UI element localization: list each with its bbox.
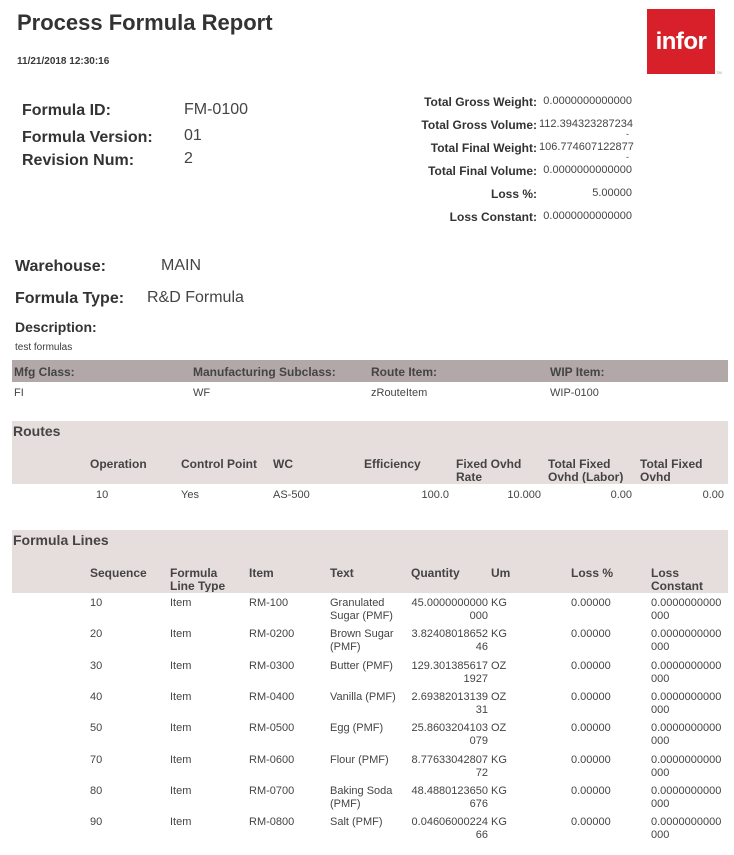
formula-line-cell: Item	[170, 753, 192, 766]
class-value: WIP-0100	[550, 387, 599, 399]
routes-header: Total Fixed Ovhd	[640, 458, 703, 483]
formula-id: FM-0100	[184, 101, 249, 118]
formula-line-cell: 80	[90, 784, 103, 797]
formula-id-label: Formula ID:	[22, 102, 111, 119]
formula-lines-title: Formula Lines	[13, 532, 109, 548]
total-label: Total Gross Volume:	[421, 118, 537, 132]
formula-lines-header: Item	[249, 567, 274, 580]
class-header: WIP Item:	[550, 365, 605, 379]
revision-label: Revision Num:	[22, 152, 135, 169]
formula-line-cell: KG	[491, 784, 507, 797]
total-value: 112.394323287234	[539, 118, 634, 130]
formula-line-cell: OZ	[491, 659, 507, 672]
report-datetime: 11/21/2018 12:30:16	[17, 56, 110, 67]
formula-line-cell: RM-0600	[249, 753, 295, 766]
class-value: WF	[193, 387, 211, 399]
formula-lines-header: Quantity	[411, 567, 460, 580]
routes-header: WC	[273, 458, 293, 471]
formula-line-cell: 45.0000000000000	[411, 597, 488, 622]
routes-cell: 0.00	[610, 489, 632, 501]
formula-line-cell: Flour (PMF)	[330, 753, 389, 766]
routes-cell: AS-500	[273, 489, 310, 501]
formula-line-cell: 0.00000	[571, 753, 611, 766]
total-label: Total Gross Weight:	[424, 95, 537, 109]
routes-cell: 0.00	[702, 489, 724, 501]
routes-cell: 100.0	[421, 489, 449, 501]
trademark: TM	[716, 70, 722, 75]
formula-line-cell: RM-0400	[249, 690, 295, 703]
routes-header: Operation	[90, 458, 147, 471]
formula-line-cell: 70	[90, 753, 103, 766]
class-header: Mfg Class:	[14, 365, 75, 379]
formula-line-cell: 40	[90, 690, 103, 703]
total-value: 106.774607122877	[539, 141, 634, 153]
formula-line-cell: KG	[491, 753, 507, 766]
formula-line-cell: Vanilla (PMF)	[330, 690, 396, 703]
formula-lines-header: Um	[491, 567, 511, 580]
routes-header: Control Point	[181, 458, 257, 471]
formula-line-cell: 20	[90, 628, 103, 641]
formula-line-cell: KG	[491, 628, 507, 641]
formula-line-cell: 0.00000	[571, 597, 611, 609]
total-value-overflow: -	[626, 129, 629, 139]
routes-header: Fixed Ovhd Rate	[456, 458, 522, 483]
page-title: Process Formula Report	[17, 10, 273, 35]
formula-version: 01	[184, 127, 202, 144]
formula-line-cell: Butter (PMF)	[330, 659, 393, 672]
formula-line-cell: Salt (PMF)	[330, 816, 383, 829]
total-label: Loss %:	[490, 187, 537, 201]
class-value: FI	[14, 387, 24, 399]
total-label: Total Final Weight:	[430, 141, 537, 155]
formula-line-cell: RM-0200	[249, 628, 295, 641]
revision-num: 2	[184, 150, 193, 167]
formula-line-cell: 0.0000000000000	[651, 784, 722, 810]
formula-line-cell: Granulated Sugar (PMF)	[330, 597, 393, 622]
total-label: Loss Constant:	[449, 210, 537, 224]
formula-line-cell: Baking Soda (PMF)	[330, 784, 393, 810]
formula-lines-header: Formula Line Type	[170, 567, 226, 592]
routes-cell: Yes	[181, 489, 199, 501]
formula-line-cell: 0.0000000000000	[651, 597, 722, 622]
class-header: Manufacturing Subclass:	[193, 365, 336, 379]
formula-line-cell: RM-100	[249, 597, 289, 609]
formula-line-cell: 0.0000000000000	[651, 659, 722, 685]
warehouse-label: Warehouse:	[15, 258, 106, 275]
routes-cell: 10	[96, 489, 109, 501]
formula-line-cell: KG	[491, 816, 507, 829]
description-value: test formulas	[15, 342, 73, 353]
formula-line-cell: OZ	[491, 690, 507, 703]
formula-line-cell: Egg (PMF)	[330, 722, 384, 735]
infor-logo: infor	[647, 9, 715, 74]
formula-line-cell: RM-0500	[249, 722, 295, 735]
formula-line-cell: 90	[90, 816, 103, 829]
formula-line-cell: 0.00000	[571, 690, 611, 703]
routes-cell: 10.000	[507, 489, 541, 501]
formula-line-cell: 129.3013856171927	[411, 659, 488, 685]
formula-line-cell: OZ	[491, 722, 507, 735]
formula-line-cell: KG	[491, 597, 507, 609]
class-value: zRouteItem	[371, 387, 428, 399]
formula-line-cell: 0.0000000000000	[651, 816, 722, 842]
total-value: 5.00000	[592, 187, 632, 199]
formula-line-cell: 0.0000000000000	[651, 722, 722, 748]
total-value: 0.0000000000000	[543, 164, 632, 176]
formula-type-label: Formula Type:	[15, 290, 125, 307]
formula-line-cell: 0.0000000000000	[651, 690, 722, 716]
total-value: 0.0000000000000	[543, 210, 632, 222]
routes-title: Routes	[13, 423, 61, 439]
formula-lines-header: Loss %	[571, 567, 614, 580]
total-value: 0.0000000000000	[543, 95, 632, 107]
warehouse-value: MAIN	[161, 257, 201, 274]
description-label: Description:	[15, 319, 97, 335]
formula-lines-header: Text	[330, 567, 354, 580]
formula-line-cell: 25.8603204103079	[411, 722, 488, 748]
formula-line-cell: Item	[170, 597, 192, 609]
formula-type-value: R&D Formula	[147, 289, 244, 306]
formula-line-cell: 0.00000	[571, 628, 611, 641]
formula-line-cell: 0.00000	[571, 659, 611, 672]
formula-line-cell: Item	[170, 628, 192, 641]
routes-header: Efficiency	[364, 458, 421, 471]
formula-line-cell: RM-0800	[249, 816, 295, 829]
formula-line-cell: RM-0300	[249, 659, 295, 672]
formula-line-cell: 50	[90, 722, 103, 735]
formula-line-cell: 3.8240801865246	[411, 628, 488, 654]
formula-line-cell: Item	[170, 784, 192, 797]
formula-lines-header: Sequence	[90, 567, 147, 580]
formula-line-cell: Item	[170, 816, 192, 829]
formula-line-cell: Item	[170, 659, 192, 672]
formula-line-cell: 0.00000	[571, 784, 611, 797]
formula-line-cell: RM-0700	[249, 784, 295, 797]
formula-line-cell: 0.0000000000000	[651, 753, 722, 779]
formula-line-cell: 2.6938201313931	[411, 690, 488, 716]
formula-line-cell: 0.0460600022466	[411, 816, 488, 842]
formula-line-cell: 8.7763304280772	[411, 753, 488, 779]
total-label: Total Final Volume:	[428, 164, 537, 178]
formula-line-cell: 30	[90, 659, 103, 672]
formula-version-label: Formula Version:	[22, 129, 153, 146]
class-header-band	[12, 360, 728, 382]
class-header: Route Item:	[371, 365, 437, 379]
routes-header: Total Fixed Ovhd (Labor)	[548, 458, 624, 483]
formula-line-cell: 0.00000	[571, 722, 611, 735]
total-value-overflow: -	[626, 152, 629, 162]
formula-line-cell: 0.0000000000000	[651, 628, 722, 654]
formula-line-cell: Brown Sugar (PMF)	[330, 628, 394, 654]
formula-line-cell: 10	[90, 597, 103, 609]
formula-line-cell: Item	[170, 690, 192, 703]
formula-lines-header: Loss Constant	[651, 567, 703, 592]
formula-line-cell: Item	[170, 722, 192, 735]
formula-line-cell: 48.4880123650676	[411, 784, 488, 810]
formula-line-cell: 0.00000	[571, 816, 611, 829]
